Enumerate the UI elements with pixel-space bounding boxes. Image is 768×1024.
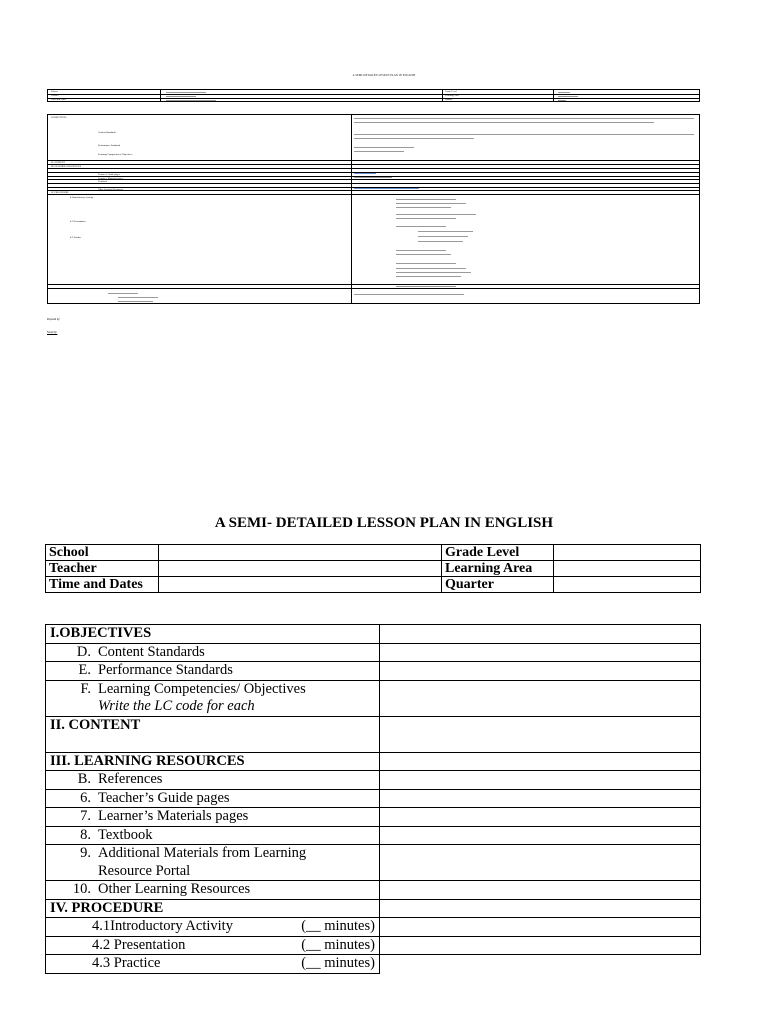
quarter-label: Quarter [442, 577, 554, 593]
tiny-practice: 4.3 Practice [70, 236, 82, 239]
tiny-intro: 4.1Introductory Activity [70, 196, 94, 199]
tiny-noted-by: Noted by: [47, 331, 58, 334]
procedure-heading: IV. PROCEDURE [46, 899, 380, 918]
other-resources-row: 10. Other Learning Resources [46, 881, 380, 900]
textbook-row: 8. Textbook [46, 826, 380, 845]
content-standards-row: D. Content Standards [46, 643, 380, 662]
additional-materials-row: 9. Additional Materials from Learning Resource Portal [46, 845, 380, 881]
learning-area-label: Learning Area [442, 561, 554, 577]
tiny-textbook: Textbook [98, 179, 107, 183]
presentation-row: 4.2 Presentation (__ minutes) [46, 936, 380, 955]
tiny-time-label: Time and Dates [51, 98, 67, 101]
header-table [45, 544, 701, 593]
objectives-heading: I.OBJECTIVES [46, 625, 380, 644]
page-1-main-table [47, 114, 700, 304]
school-label: School [46, 545, 159, 561]
tiny-other: Other Learning Resources [98, 187, 124, 191]
tiny-objectives: I.OBJECTIVES [51, 116, 67, 119]
learners-materials-row: 7. Learner’s Materials pages [46, 808, 380, 827]
performance-standards-row: E. Performance Standards [46, 662, 380, 681]
tiny-prepared-by: Prepared by: [47, 318, 61, 321]
page-1-title: A SEMI-DETAILED LESSON PLAN IN ENGLISH [352, 74, 416, 77]
teacher-label: Teacher [46, 561, 159, 577]
learning-resources-heading: III. LEARNING RESOURCES [46, 752, 380, 771]
grade-level-label: Grade Level [442, 545, 554, 561]
tiny-resources: III. LEARNING RESOURCES [51, 164, 82, 168]
tiny-school-label: School [51, 90, 58, 93]
tiny-content: II. CONTENT [51, 160, 65, 164]
tiny-competencies: Learning Competencies/ Objectives [98, 153, 133, 156]
content-heading: II. CONTENT [46, 716, 380, 752]
tiny-procedure: IV. PROCEDURE [51, 191, 69, 194]
document-title: A SEMI- DETAILED LESSON PLAN IN ENGLISH [214, 515, 554, 531]
teachers-guide-row: 6. Teacher’s Guide pages [46, 789, 380, 808]
quarter-value [554, 577, 701, 593]
school-value [159, 545, 442, 561]
introductory-activity-row: 4.1Introductory Activity (__ minutes) [46, 918, 380, 937]
tiny-teacher-label: Teacher [51, 94, 59, 97]
competencies-row: F. Learning Competencies/ Objectives Write the LC code for each [46, 680, 380, 716]
tiny-lm: Learner’s Materials pages [98, 176, 123, 180]
learning-area-value [554, 561, 701, 577]
tiny-quarter-label: Quarter [445, 98, 453, 101]
tiny-tg: Teacher’s Guide pages [98, 172, 120, 176]
references-row: B. References [46, 771, 380, 790]
tiny-area-label: Learning Area [445, 94, 459, 97]
practice-row: 4.3 Practice (__ minutes) [46, 955, 380, 974]
time-dates-value [159, 577, 442, 593]
lc-code-note: Write the LC code for each [98, 698, 255, 714]
tiny-grade-label: Grade Level [445, 90, 457, 93]
tiny-content-standards: Content Standards [98, 131, 116, 134]
page-1-preview [0, 0, 768, 500]
lesson-plan-table [45, 624, 701, 974]
time-dates-label: Time and Dates [46, 577, 159, 593]
grade-level-value [554, 545, 701, 561]
page-1-header-table [47, 89, 700, 102]
teacher-value [159, 561, 442, 577]
tiny-presentation: 4.2 Presentation [70, 220, 86, 223]
tiny-performance-standards: Performance Standards [98, 144, 121, 147]
